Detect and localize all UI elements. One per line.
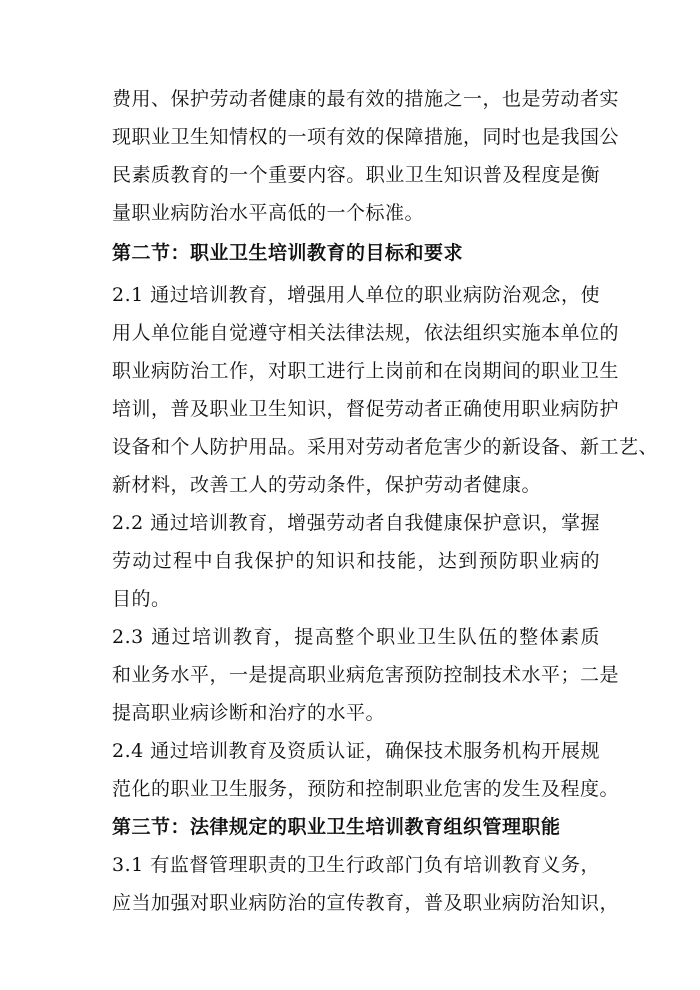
paragraph-line: 目的。: [112, 588, 171, 610]
intro-paragraph: [112, 80, 620, 232]
paragraph-line: 费用、保护劳动者健康的最有效的措施之一，也是劳动者实: [112, 88, 620, 110]
paragraph-line: 2.4 通过培训教育及资质认证，确保技术服务机构开展规: [112, 740, 600, 762]
paragraph-line: 培训，普及职业卫生知识，督促劳动者正确使用职业病防护: [112, 398, 620, 420]
paragraph-line: 设备和个人防护用品。采用对劳动者危害少的新设备、新工艺、: [112, 436, 659, 458]
paragraph-line: 提高职业病诊断和治疗的水平。: [112, 702, 386, 724]
clause-2-2: [112, 504, 600, 618]
paragraph-line: 职业病防治工作，对职工进行上岗前和在岗期间的职业卫生: [112, 360, 620, 382]
clause-3-1: [112, 846, 620, 922]
paragraph-line: 民素质教育的一个重要内容。职业卫生知识普及程度是衡: [112, 164, 600, 186]
clause-2-4: [112, 732, 620, 808]
paragraph-line: 2.1 通过培训教育，增强用人单位的职业病防治观念，使: [112, 284, 600, 306]
paragraph-line: 2.2 通过培训教育，增强劳动者自我健康保护意识，掌握: [112, 512, 600, 534]
paragraph-line: 用人单位能自觉遵守相关法律法规，依法组织实施本单位的: [112, 322, 620, 344]
paragraph-line: 3.1 有监督管理职责的卫生行政部门负有培训教育义务，: [112, 854, 600, 876]
paragraph-line: 现职业卫生知情权的一项有效的保障措施，同时也是我国公: [112, 126, 620, 148]
section-2-heading: 第二节：职业卫生培训教育的目标和要求: [112, 242, 464, 264]
paragraph-line: 量职业病防治水平高低的一个标准。: [112, 202, 425, 224]
paragraph-line: 范化的职业卫生服务，预防和控制职业危害的发生及程度。: [112, 778, 620, 800]
clause-2-3: [112, 618, 620, 732]
clause-2-1: [112, 276, 659, 504]
section-3-heading: 第三节：法律规定的职业卫生培训教育组织管理职能: [112, 816, 561, 838]
paragraph-line: 和业务水平，一是提高职业病危害预防控制技术水平；二是: [112, 664, 620, 686]
paragraph-line: 新材料，改善工人的劳动条件，保护劳动者健康。: [112, 474, 542, 496]
paragraph-line: 应当加强对职业病防治的宣传教育，普及职业病防治知识，: [112, 892, 620, 914]
paragraph-line: 2.3 通过培训教育，提高整个职业卫生队伍的整体素质: [112, 626, 600, 648]
paragraph-line: 劳动过程中自我保护的知识和技能，达到预防职业病的: [112, 550, 600, 572]
